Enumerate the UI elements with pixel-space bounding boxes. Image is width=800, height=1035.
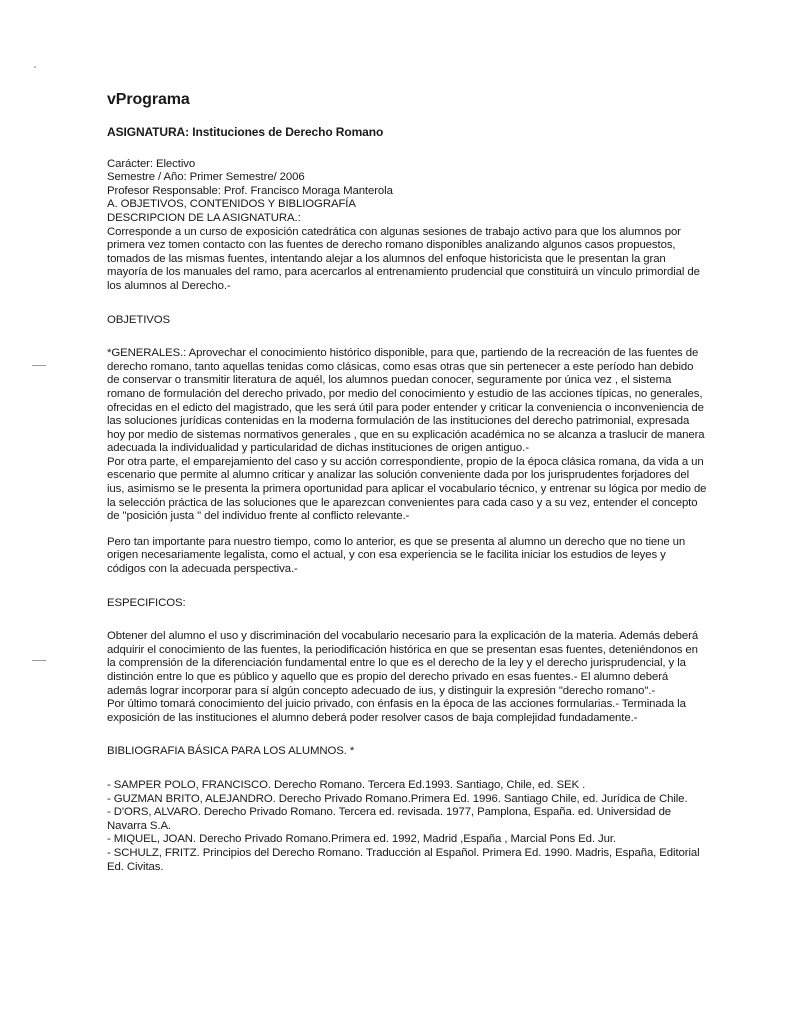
document-title: vPrograma	[107, 91, 190, 108]
semestre-line: Semestre / Año: Primer Semestre/ 2006	[107, 171, 305, 184]
generales-paragraph-2: Por otra parte, el emparejamiento del caso y su acción correspondiente, propio de la época clásica romana, da vida a un escenario que permite al alumno criticar y analizar las solución conveniente dada por los jurisprudentes forjadores del ius, asimismo se le presenta la primera oportunidad para aplicar el vocabulario técnico, y entrenar su lógica por medio de la selección práctica de las soluciones que le aparezcan convenientes para cada caso y a su vez, entender el concepto de "posición justa " del individuo frente al conflicto relevante.-	[107, 455, 707, 523]
bibliography-item: - D'ORS, ALVARO. Derecho Privado Romano. Tercera ed. revisada. 1977, Pamplona, España. ed. Universidad de Navarra S.A.	[107, 806, 672, 832]
subject-label: ASIGNATURA:	[107, 125, 190, 139]
generales-paragraph-3: Pero tan importante para nuestro tiempo, como lo anterior, es que se presenta al alumno un derecho que no tiene un origen necesariamente legalista, como el actual, y con esa experiencia se le facilita iniciar los estudios de leyes y códigos con la adecuada perspectiva.-	[107, 535, 686, 576]
subject-line	[107, 126, 707, 140]
bibliography-item: - SCHULZ, FRITZ. Principios del Derecho Romano. Traducción al Español. Primera Ed. 1990. Madris, España, Editorial Ed. Civitas.	[107, 846, 700, 873]
scan-speck	[34, 66, 36, 68]
especificos-heading: ESPECIFICOS:	[107, 596, 186, 609]
bibliography-item: - MIQUEL, JOAN. Derecho Privado Romano.Primera ed. 1992, Madrid ,España , Marcial Pons Ed. Jur.	[107, 833, 616, 846]
profesor-line: Profesor Responsable: Prof. Francisco Moraga Manterola	[107, 184, 393, 197]
descripcion-paragraph: Corresponde a un curso de exposición catedrática con algunas sesiones de trabajo activo para que los alumnos por primera vez tomen contacto con las fuentes de derecho romano disponibles analizando algunos casos propuestos, tomados de las mismas fuentes, intentando alejar a los alumnos del enfoque historicista que le presentan la gran mayoría de los manuales del ramo, para acercarlos al entrenamiento prudencial que constituirá un vínculo primordial de los alumnos al Derecho.-	[107, 225, 700, 292]
bibliography-list	[107, 779, 707, 874]
descripcion-heading: DESCRIPCION DE LA ASIGNATURA.:	[107, 211, 301, 224]
bibliografia-heading: BIBLIOGRAFIA BÁSICA PARA LOS ALUMNOS. *	[107, 745, 355, 758]
caracter-line: Carácter: Electivo	[107, 157, 196, 170]
course-meta	[107, 158, 707, 226]
objetivos-heading: OBJETIVOS	[107, 313, 171, 326]
margin-mark	[32, 365, 46, 366]
especificos-paragraph-1: Obtener del alumno el uso y discriminación del vocabulario necesario para la explicación de la materia. Además deberá adquirir el conocimiento de las fuentes, la periodificación histórica en que se presentan esas fuentes, deteniéndonos en la comprensión de la diferenciación fundamental entre lo que es el derecho de la ley y el derecho jurisprudencial, y la distinción entre lo que es público y aquello que es propio del derecho privado en esas fuentes.- El alumno deberá además lograr incorporar para sí algún concepto adecuado de ius, y distinguir la expresión "derecho romano".-	[107, 630, 699, 697]
margin-mark	[32, 660, 46, 661]
especificos-paragraph-2: Por último tomará conocimiento del juicio privado, con énfasis en la época de las acciones formularias.- Terminada la exposición de las instituciones el alumno deberá poder resolver casos de baja complejidad fundadamente.-	[107, 698, 686, 724]
subject-name: Instituciones de Derecho Romano	[192, 125, 384, 139]
bibliography-item: - SAMPER POLO, FRANCISCO. Derecho Romano. Tercera Ed.1993. Santiago, Chile, ed. SEK .	[107, 778, 586, 791]
generales-paragraph-1: *GENERALES.: Aprovechar el conocimiento histórico disponible, para que, partiendo de la recreación de las fuentes de derecho romano, tanto aquellas tenidas como clásicas, como esas otras que sin pertenecer a este período han debido de conservar o transmitir literatura de aquél, los alumnos puedan conocer, seguramente por única vez , el sistema romano de formulación del derecho privado, por medio del conocimiento y estudio de las acciones típicas, no generales, ofrecidas en el edicto del magistrado, que les será útil para poder entender y criticar la conveniencia o inconveniencia de las soluciones jurídicas contenidas en la moderna formulación de las instituciones del derecho patrimonial, expresada hoy por medio de sistemas normativos generales , que en su explicación académica no se alcanza a traslucir de manera adecuada la individualidad y particularidad de dichas instituciones de origen antiguo.-	[107, 347, 705, 455]
bibliography-item: - GUZMAN BRITO, ALEJANDRO. Derecho Privado Romano.Primera Ed. 1996. Santiago Chile, ed. Jurídica de Chile.	[107, 792, 688, 805]
section-a-heading: A. OBJETIVOS, CONTENIDOS Y BIBLIOGRAFÍA	[107, 198, 356, 211]
document-page	[107, 90, 707, 874]
